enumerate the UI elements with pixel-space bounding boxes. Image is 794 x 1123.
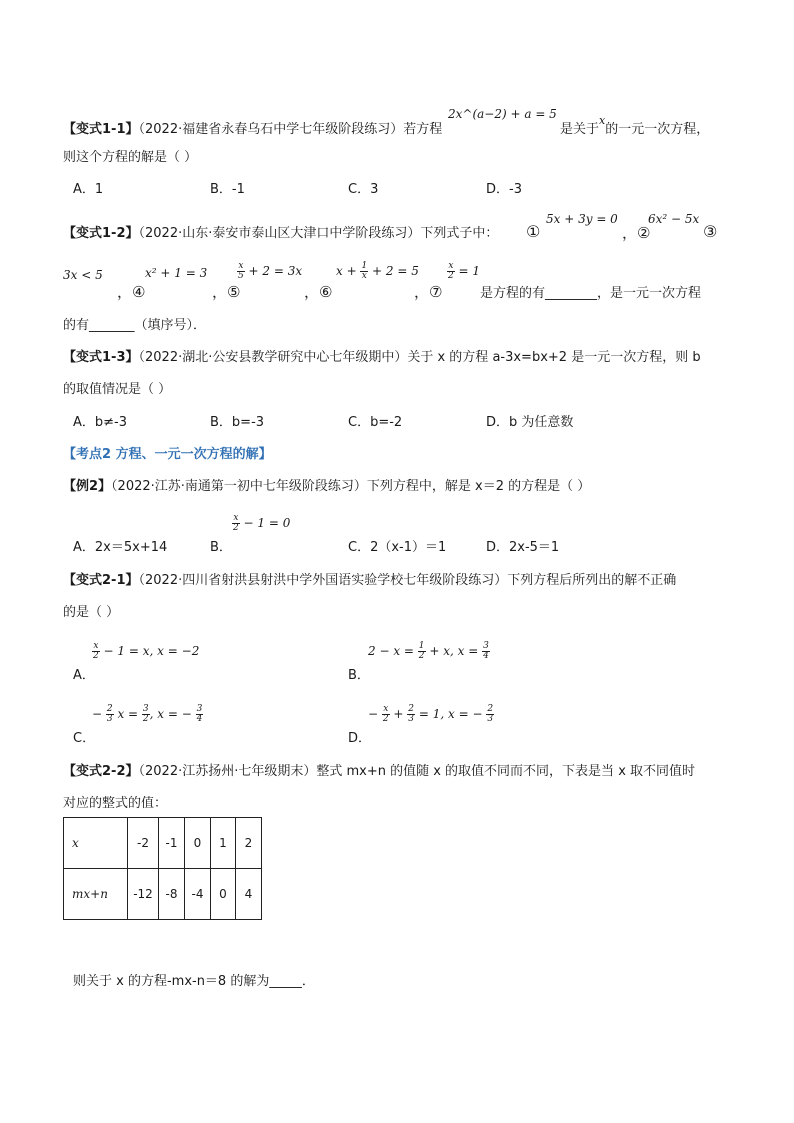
value-table	[63, 817, 262, 920]
question-text: （2022·江苏扬州·七年级期末）整式 mx+n 的值随 x 的取值不同而不同，下表是当 x 取不同值时	[138, 764, 696, 779]
question-v2-1	[63, 569, 676, 588]
table-header: x	[64, 818, 128, 869]
item-number: ，②	[622, 224, 651, 242]
question-line: 的是（ ）	[63, 605, 120, 620]
question-text: （2022·湖北·公安县教学研究中心七年级期中）关于 x 的方程 a-3x=bx+2 是一元一次方程，则 b	[138, 350, 701, 365]
equation-a: $\frac{x}{2}$ − 1 = x, x = −2	[93, 641, 200, 661]
option-b: B．	[348, 668, 370, 683]
item-number: ①	[526, 222, 541, 241]
table-header: mx+n	[64, 869, 128, 920]
table-cell: -4	[185, 869, 211, 920]
expression: 6x² − 5x	[648, 212, 700, 226]
question-tag: 【变式1-1】	[63, 122, 139, 137]
question-ex2	[63, 475, 590, 494]
option-a: A．	[73, 668, 95, 683]
question-tag: 【变式2-1】	[63, 573, 139, 588]
equation-b: 2 − x = $\frac{1}{2}$ + x, x = $\frac{3}{4}$	[368, 641, 489, 661]
table-cell: -12	[128, 869, 159, 920]
expression: $\frac{x}{2}$ = 1	[448, 261, 481, 281]
expression: x + $\frac{1}{x}$ + 2 = 5	[336, 261, 419, 281]
question-line: 则这个方程的解是（ ）	[63, 150, 198, 165]
table-cell: -1	[159, 818, 185, 869]
item-number: ，④	[117, 283, 146, 301]
option-a: A．b≠-3	[73, 415, 127, 430]
option-c: C．3	[348, 182, 379, 197]
table-row	[64, 818, 262, 869]
question-text: 是关于$^x$的一元一次方程，	[560, 114, 710, 137]
item-number: ，⑤	[212, 283, 241, 301]
question-tag: 【例2】	[63, 479, 112, 494]
table-row	[64, 869, 262, 920]
question-line: 对应的整式的值：	[63, 796, 168, 811]
item-number: ③	[703, 222, 718, 241]
question-source: （2022·福建省永春乌石中学七年级阶段练习）若方程	[138, 122, 443, 137]
question-line: 的有_______（填序号）．	[63, 318, 207, 333]
question-text: 是方程的有________，是一元一次方程	[480, 286, 702, 301]
option-c: C．2（x-1）＝1	[348, 540, 447, 555]
table-cell: 0	[185, 818, 211, 869]
option-b: B．b=-3	[210, 415, 265, 430]
option-b: B．	[210, 540, 232, 555]
question-tag: 【变式1-2】	[63, 226, 139, 241]
question-text: （2022·江苏·南通第一初中七年级阶段练习）下列方程中，解是 x＝2 的方程是（ ）	[111, 479, 591, 494]
equation-d: − $\frac{x}{2}$ + $\frac{2}{3}$ = 1, x = − $\frac{2}{3}$	[368, 704, 494, 724]
item-number: ，⑦	[414, 283, 443, 301]
option-b: B．-1	[210, 182, 245, 197]
question-line: 则关于 x 的方程-mx-n＝8 的解为_____．	[73, 974, 315, 989]
option-d: D．b 为任意数	[486, 415, 574, 430]
question-text: （2022·四川省射洪县射洪中学外国语实验学校七年级阶段练习）下列方程后所列出的解不正确	[138, 573, 677, 588]
item-number: ，⑥	[304, 283, 333, 301]
option-d: D．-3	[486, 182, 522, 197]
equation-c: − $\frac{2}{3}$ x = $\frac{3}{2}$ , x = − $\frac{3}{4}$	[92, 704, 203, 724]
table-cell: 1	[211, 818, 236, 869]
question-tag: 【变式1-3】	[63, 350, 139, 365]
equation: $\frac{x}{2}$ − 1 = 0	[233, 513, 291, 533]
question-tag: 【变式2-2】	[63, 764, 139, 779]
table-cell: 0	[211, 869, 236, 920]
equation: 2x^(a−2) + a = 5	[448, 107, 557, 121]
table-cell: 4	[236, 869, 262, 920]
expression: 5x + 3y = 0	[546, 212, 618, 226]
option-d: D．2x-5＝1	[486, 540, 560, 555]
question-source: （2022·山东·泰安市泰山区大津口中学阶段练习）下列式子中：	[138, 226, 499, 241]
expression: 3x < 5	[63, 268, 103, 282]
question-v1-1	[63, 118, 442, 137]
option-c: C．b=-2	[348, 415, 403, 430]
expression: $\frac{x}{5}$ + 2 = 3x	[238, 261, 303, 281]
table-cell: -8	[159, 869, 185, 920]
question-v1-3	[63, 346, 701, 365]
option-c: C．	[73, 731, 96, 746]
option-a: A．2x＝5x+14	[73, 540, 168, 555]
table-cell: -2	[128, 818, 159, 869]
question-v1-2	[63, 222, 498, 241]
expression: x² + 1 = 3	[145, 266, 208, 280]
section-heading: 【考点2 方程、一元一次方程的解】	[63, 447, 272, 462]
question-line: 的取值情况是（ ）	[63, 382, 172, 397]
table-cell: 2	[236, 818, 262, 869]
question-v2-2	[63, 760, 695, 779]
option-d: D．	[348, 731, 372, 746]
option-a: A．1	[73, 182, 104, 197]
